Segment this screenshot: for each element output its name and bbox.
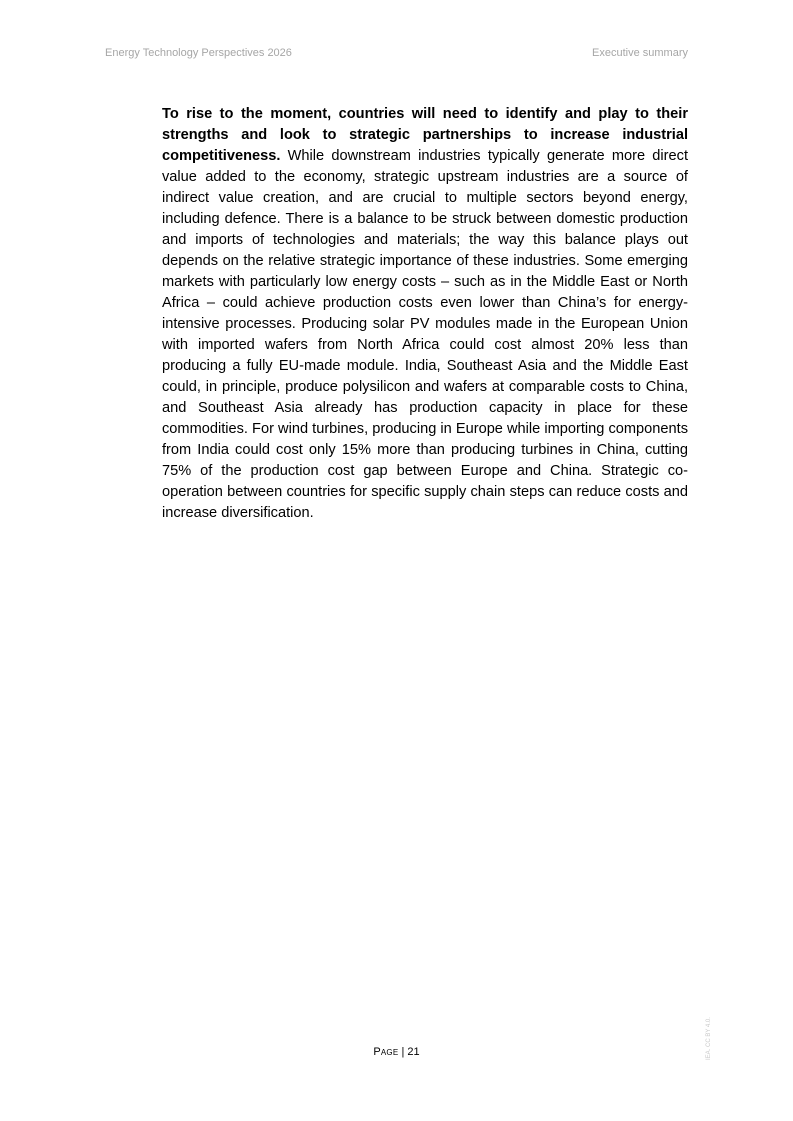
header-report-title: Energy Technology Perspectives 2026 xyxy=(105,47,292,59)
page-separator: | xyxy=(398,1046,408,1058)
body-paragraph xyxy=(162,104,688,524)
page-footer xyxy=(0,1046,793,1058)
license-notice: IEA. CC BY 4.0. xyxy=(706,1017,712,1060)
header-section-title: Executive summary xyxy=(592,47,688,59)
page-label: Page xyxy=(373,1046,399,1058)
paragraph-body-text: While downstream industries typically generate more direct value added to the economy, strategic upstream industries are a source of indirect value creation, and are crucial to multiple sectors beyond energy, including defence. There is a balance to be struck between domestic production and imports of technologies and materials; the way this balance plays out depends on the relative strategic importance of these industries. Some emerging markets with particularly low energy costs – such as in the Middle East or North Africa – could achieve production costs even lower than China’s for energy-intensive processes. Producing solar PV modules made in the European Union with imported wafers from North Africa could cost almost 20% less than producing a fully EU-made module. India, Southeast Asia and the Middle East could, in principle, produce polysilicon and wafers at comparable costs to China, and Southeast Asia already has production capacity in place for these commodities. For wind turbines, producing in Europe while importing components from India could cost only 15% more than producing turbines in China, cutting 75% of the production cost gap between Europe and China. Strategic co-operation between countries for specific supply chain steps can reduce costs and increase diversification. xyxy=(162,148,688,521)
running-header xyxy=(105,47,688,63)
paragraph-lead-sentence: To rise to the moment, countries will need to identify and play to their strengths and look to strategic partnerships to increase industrial competitiveness. xyxy=(162,106,688,164)
page-number: 21 xyxy=(407,1046,420,1058)
